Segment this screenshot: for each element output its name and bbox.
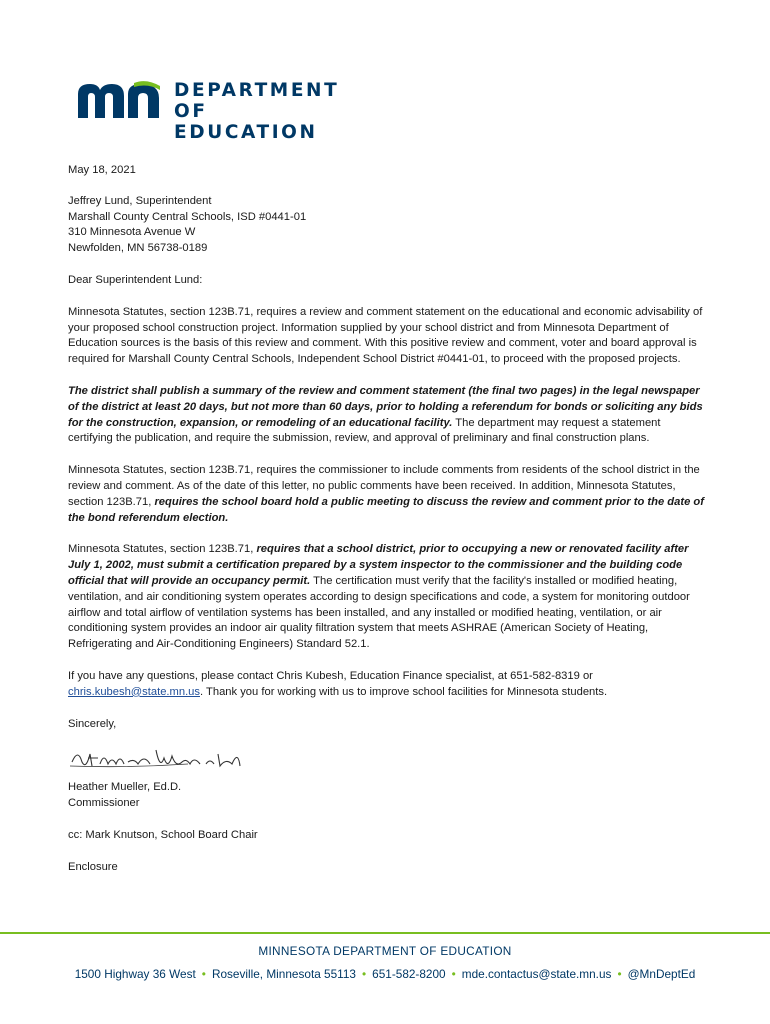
paragraph-4-text: Minnesota Statutes, section 123B.71, (68, 543, 257, 556)
footer-address: 1500 Highway 36 West (74, 967, 196, 981)
recipient-line: Jeffrey Lund, Superintendent (68, 194, 212, 207)
cc-line: cc: Mark Knutson, School Board Chair (68, 828, 258, 841)
paragraph-3-text: Minnesota Statutes, section 123B.71, requires the commissioner to include comments from residents of the school district in the review and comment. As of the date of this letter, no public comments have been received. In addition, Minnesota Statutes, section 123B.71, (68, 464, 700, 508)
signature (68, 740, 708, 780)
paragraph-4-emphasis: requires that a school district, prior to occupying a new or renovated facility after July 1, 2002, must submit a certification prepared by a system inspector to the commissioner and the building code official that will provide an occupancy permit. (68, 543, 689, 587)
handwritten-signature-icon (68, 740, 248, 776)
letter-body (68, 163, 708, 876)
bullet-icon: • (451, 967, 456, 981)
paragraph-2-emphasis: The district shall publish a summary of the review and comment statement (the final two pages) in the legal newspaper of the district at least 20 days, but not more than 60 days, prior to holding a referendum for bonds or soliciting any bids for the construction, expansion, or remodeling of an educational facility. (68, 384, 703, 429)
footer-phone: 651-582-8200 (372, 967, 446, 981)
paragraph-5-rest: . Thank you for working with us to improve school facilities for Minnesota students. (200, 685, 608, 698)
paragraph-4-rest: The certification must verify that the facility's installed or modified heating, ventilation, and air conditioning system operates according to design specifications and code, a system for monitoring outdoor airflow and total airflow of ventilation systems has been installed, and any installed or modified heating, ventilation, or air conditioning system provides an indoor air quality filtration system that meets ASHRAE (American Society of Heating, Refrigerating and Air-Conditioning Engineers) Standard 52.1. (68, 574, 690, 651)
mn-logo-icon (76, 80, 166, 120)
paragraph-2-text: The department may request a statement certifying the publication, and require the submission, review, and approval of preliminary and final construction plans. (68, 416, 661, 445)
bullet-icon: • (201, 967, 206, 981)
signer-block (68, 780, 708, 812)
recipient-address (68, 194, 708, 257)
closing: Sincerely, (68, 717, 117, 730)
enclosure-note: Enclosure (68, 860, 118, 873)
letter-date: May 18, 2021 (68, 164, 136, 176)
logo-wordmark (174, 80, 356, 143)
paragraph-5-text: If you have any questions, please contact Chris Kubesh, Education Finance specialist, at 651-582-8319 or (68, 669, 593, 682)
footer-divider (0, 932, 770, 934)
contact-email-link[interactable]: chris.kubesh@state.mn.us (68, 685, 200, 698)
bullet-icon: • (362, 967, 367, 981)
mde-logo (76, 80, 356, 143)
footer-social[interactable]: @MnDeptEd (627, 967, 696, 981)
paragraph-3 (68, 463, 708, 526)
signer-title: Commissioner (68, 797, 140, 810)
footer-email[interactable]: mde.contactus@state.mn.us (461, 967, 612, 981)
signer-name: Heather Mueller, Ed.D. (68, 781, 182, 794)
footer-city: Roseville, Minnesota 55113 (211, 967, 356, 981)
bullet-icon: • (617, 967, 622, 981)
footer-contact (0, 967, 770, 981)
paragraph-4 (68, 542, 708, 653)
recipient-line: 310 Minnesota Avenue W (68, 226, 196, 239)
paragraph-2 (68, 384, 708, 447)
salutation: Dear Superintendent Lund: (68, 273, 203, 286)
recipient-line: Newfolden, MN 56738-0189 (68, 242, 208, 255)
logo-line-1: DEPARTMENT (174, 80, 340, 101)
footer-title: MINNESOTA DEPARTMENT OF EDUCATION (258, 944, 512, 958)
recipient-line: Marshall County Central Schools, ISD #0441-01 (68, 210, 307, 223)
paragraph-5 (68, 669, 708, 701)
paragraph-3-emphasis: requires the school board hold a public meeting to discuss the review and comment prior to the date of the bond referendum election. (68, 495, 704, 524)
paragraph-1: Minnesota Statutes, section 123B.71, requires a review and comment statement on the educational and economic advisability of your proposed school construction project. Information supplied by your school district and from Minnesota Department of Education sources is the basis of this review and comment. With this positive review and comment, voter and board approval is required for Marshall County Central Schools, Independent School District #0441-01, to proceed with the proposed projects. (68, 305, 703, 366)
logo-line-2: OF EDUCATION (174, 101, 318, 143)
